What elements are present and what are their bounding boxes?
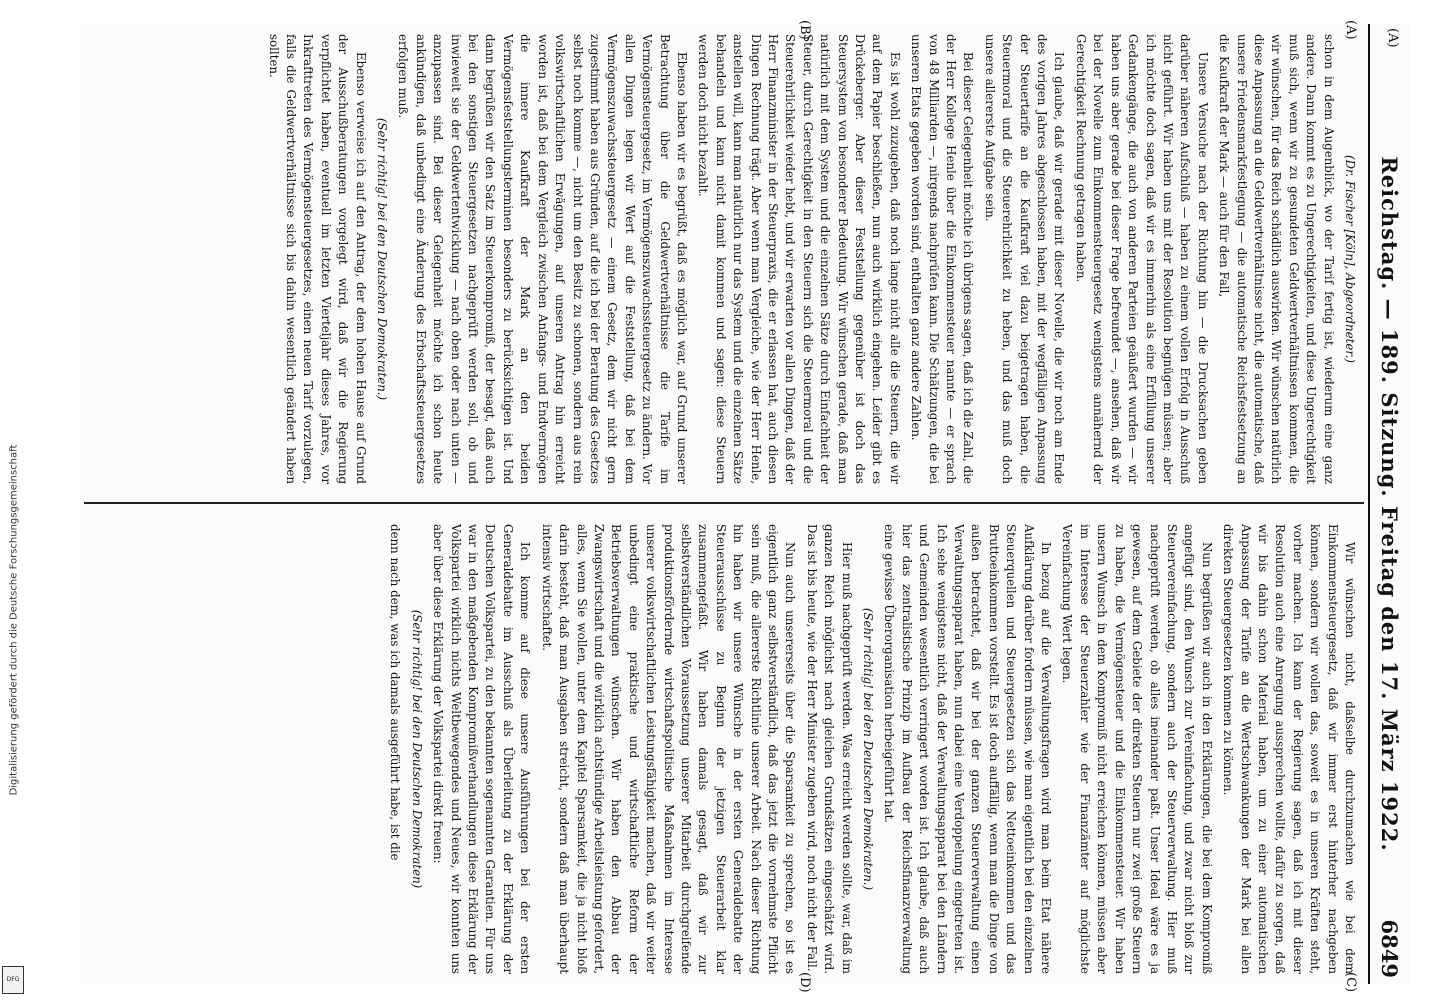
- paragraph: Ebenso verweise ich auf den Antrag, der dem hohen Hause auf Grund der Ausschußberatungen vorgelegt wird, daß wir die Regierung verpflichtet haben, eventuell im letzten Vierteljahr dieses Jahres, vor Inkrafttreten des Vermögensteuergesetzes, einen neuen Tarif vorzulegen, falls die Geldwertverhältnisse sich bis dahin wesentlich geändert haben sollten.: [266, 34, 368, 484]
- side-mark-b: (B): [797, 20, 812, 40]
- paragraph: Nun begrüßen wir auch in den Erklärungen, die bei dem Kompromiß angefügt sind, den Wunsch zur Vereinfachung, und zwar nicht bloß zur Steuervereinfachung, sondern auch der Steuerverwaltung. Hier muß nachgeprüft werden, ob alles ineinander paßt. Unser Ideal wäre es ja gewesen, auf dem Gebiete der direkten Steuern nur zwei große Steuern zu haben, die Vermögensteuer und die Einkommensteuer. Wir haben unsern Wunsch in dem Kompromiß nicht erreichen können, müssen aber im Interesse der Steuerzahler wie der Finanzämter auf möglichste Vereinfachung Wert legen.: [1060, 524, 1214, 974]
- paragraph: Ich komme auf diese unsere Ausführungen bei der ersten Generaldebatte im Ausschuß als Überleitung zu der Erklärung der Deutschen Volkspartei, zu den bekannten sogenannten Garantien. Für uns war in den maßgebenden Kompromißverhandlungen diese Erklärung der Volkspartei wirklich nichts Weltbewegendes und Neues, wir konnten uns aber über diese Erklärung der Volkspartei direkt freuen:: [431, 524, 533, 974]
- rotated-document-page: [80, 20, 1410, 993]
- paragraph: denn nach dem, was ich damals ausgeführt habe, ist die: [388, 524, 403, 861]
- side-mark-d: (D): [797, 972, 812, 993]
- paragraph: Ich glaube, daß wir gerade mit dieser Novelle, die wir noch am Ende des vorigen Jahres abgeschlossen haben, mit der wegfälligen Anpassung der Steuertarife an die Kaufkraft viel dazu beigetragen haben, die Steuermoral und die Steuerehrlichkeit zu heben, und das muß doch unsere allererste Aufgabe sein.: [982, 34, 1067, 484]
- interjection: (Sehr richtig! bei den Deutschen Demokraten.): [375, 117, 390, 401]
- right-text-column: [88, 524, 1358, 974]
- interjection: (Sehr richtig! bei den Deutschen Demokraten.): [861, 607, 876, 891]
- paragraph: schon in dem Augenblick, wo der Tarif fertig ist, wiederum eine ganz andere. Dann kommt es zu Ungerechtigkeiten, und diese Ungerechtigkeit muß sich, wenn wir zu gesundeten Geldwertverhältnissen kommen, die wir wünschen, für das Reich schädlich auswirken. Wir wünschen natürlich diese Anpassung an die Geldwertverhältnisse nicht, die automatische, daß unsere Friedensmarkfestlegung — die automatische Reichsfestsetzung an die Kaufkraft der Mark — auch für den Fall,: [1217, 34, 1336, 484]
- digitization-attribution: Digitalisierung gefördert durch die Deutsche Forschungsgemeinschaft: [8, 444, 20, 796]
- page-header: [1368, 24, 1410, 984]
- speaker-line: (Dr. Fischer [Köln], Abgeordneter.): [1343, 154, 1357, 364]
- paragraph: Es ist wohl zuzugeben, daß noch lange nicht alle die Steuern, die wir auf dem Papier beschließen, nun auch wirklich eingehen. Leider gibt es Drückeberger. Aber dieser Feststellung gegenüber ist doch das Steuersystem von besonderer Bedeutung. Wir wünschen gerade, daß man natürlich mit dem System und die einzelnen Sätze durch Einfachheit der Steuer, durch Gerechtigkeit in den Steuern sich die Steuermoral und die Steuerehrlichkeit wieder hebt, und wir erwarten vor allen Dingen, daß der Herr Finanzminister in der Steuerpraxis, die er erlassen hat, auch diesen Dingen Rechnung trägt. Aber wenn man Vergleiche, wie der Herr Henle, anstellen will, kann man natürlich nur das System und die einzelnen Sätze behandeln und kann nicht damit kommen und sagen: diese Steuern werden doch nicht bezahlt.: [696, 34, 902, 484]
- paragraph: Hier muß nachgeprüft werden. Was erreicht werden sollte, war, daß im ganzen Reich möglichst nach gleichen Grundsätzen eingeschätzt wird. Das ist bis heute, wie der Herr Minister zugeben wird, noch nicht der Fall.: [804, 524, 854, 974]
- dfg-logo-icon: DFG: [2, 966, 24, 994]
- column-divider: [84, 502, 1364, 504]
- header-marker: (A): [1385, 28, 1400, 48]
- paragraph: Wir wünschen nicht, daßselbe durchzumachen wie bei dem Einkommensteuergesetz, daß wir immer erst hinterher nachgeben können, sondern wir wollen das, soweit es in unseren Kräften steht, vorher machen. Ich kann der Regierung sagen, daß ich mit dieser Resolution auch eine Anregung aussprechen wollte, dafür zu sorgen, daß wir bis dahin schon Material haben, um zu einer automatischen Anpassung der Tarife an die Wertschwankungen der Mark bei allen direkten Steuergesetzen kommen zu können.: [1221, 524, 1357, 974]
- paragraph: Unsere Versuche nach der Richtung hin — die Drucksachen geben darüber näheren Aufschluß — haben zu einem vollen Erfolg in Ausschuß nicht geführt. Wir haben uns mit der Resolution begnügen müssen; aber ich möchte doch sagen, daß wir es immerhin als eine Erfüllung unserer Gedankengänge, die auch von anderen Parteien geäußert wurden — wir haben uns aber gerade bei dieser Frage befreundet —, ansehen, daß wir bei der Novelle zum Einkommensteuergesetz wenigstens annähernd der Gerechtigkeit Rechnung getragen haben.: [1073, 34, 1210, 484]
- paragraph: Bei dieser Gelegenheit möchte ich übrigens sagen, daß ich die Zahl, die der Herr Kollege Henle über die Einkommensteuer nannte — er sprach von 48 Milliarden —, nirgends nachprüfen kann. Die Schätzungen, die bei unseren Etats gegeben worden sind, enthalten ganz andere Zahlen.: [909, 34, 976, 484]
- side-mark-a: (A): [1343, 20, 1358, 40]
- side-mark-c: (C): [1343, 972, 1358, 993]
- paragraph: In bezug auf die Verwaltungsfragen wird man beim Etat nähere Aufklärung darüber fordern müssen, wie man eigentlich bei den einzelnen Steuerquellen und Steuergesetzen sich das Nettoeinkommen und das Bruttoeinkommen vorstellt. Es ist doch auffällig, wenn man die Dinge von außen betrachtet, daß wir bei der ganzen Steuerverwaltung einen Verwaltungsapparat haben, nun dabei eine Verdoppelung eingetreten ist. Ich sehe wenigstens nicht, daß der Verwaltungsapparat bei den Ländern und Gemeinden wesentlich verringert worden ist. Ich glaube, daß auch hier das zentralistische Prinzip im Aufbau der Reichsfinanzverwaltung eine gewisse Überorganisation herbeigeführt hat.: [882, 524, 1054, 974]
- margin-strip: [0, 0, 28, 1000]
- paragraph: Nun auch unsererseits über die Sparsamkeit zu sprechen, so ist es eigentlich ganz selbstverständlich, daß das jetzt die vornehmste Pflicht sein muß, die allererste Richtlinie unserer Arbeit. Nach dieser Richtung hin haben wir unsere Wünsche in der ersten Generaldebatte der Steuerausschüsse zu Beginn der jetzigen Steuerarbeit klar zusammengefaßt. Wir haben damals gesagt, daß wir zur selbstverständlichen Voraussetzung unserer Mitarbeit durchgreifende produktionsfördernde wirtschaftspolitische Maßnahmen im Interesse unserer volkswirtschaftlichen Leistungsfähigkeit machen, daß wir weiter unbedingt eine praktische und wirtschaftliche Reform der Betriebsverwaltungen wünschen. Wir haben den Abbau der Zwangswirtschaft und die wirklich achtstündige Arbeitsleistung gefordert, alles, wenn Sie wollen, unter dem Kapitel Sparsamkeit, die ja nicht bloß darin besteht, daß man Ausgaben streicht, sondern daß man überhaupt intensiv wirtschaftet.: [539, 524, 798, 974]
- left-text-column: [88, 34, 1358, 484]
- paragraph: Ebenso haben wir es begrüßt, daß es möglich war, auf Grund unserer Betrachtung über die Geldwertverhältnisse die Tarife im Vermögensteuergesetz, im Vermögenszuwachssteuergesetz zu ändern. Vor allen Dingen legen wir Wert auf die Feststellung, daß bei dem Vermögenszuwachssteuergesetz — einem Gesetz, dem wir nicht gern zugestimmt haben aus Gründen, auf die ich bei der Beratung des Gesetzes selbst noch komme —, nicht um den Besitz zu schonen, sondern aus rein volkswirtschaftlichen Erwägungen, auf unseren Antrag hin erreicht worden ist, daß bei dem Vergleich zwischen Anfangs- und Endvermögen die innere Kaufkraft der Mark an den beiden Vermögensfeststellungsterminen besonders zu berücksichtigen ist. Und dann begrüßen wir den Satz im Steuerkompromiß, der besagt, daß auch bei den sonstigen Steuergesetzen nachgeprüft werden soll, ob und inwieweit sie der Geldwertentwicklung — nach oben oder nach unten — anzupassen sind. Bei dieser Gelegenheit möchte ich schon heute ankündigen, daß unbedingt eine Änderung des Erbschaftssteuergesetzes erfolgen muß.: [396, 34, 689, 484]
- page-number: 6849: [1377, 919, 1402, 978]
- page-title: Reichstag. — 189. Sitzung. Freitag den 17. März 1922.: [1377, 156, 1402, 852]
- interjection: (Sehr richtig! bei den Deutschen Demokraten): [409, 609, 424, 889]
